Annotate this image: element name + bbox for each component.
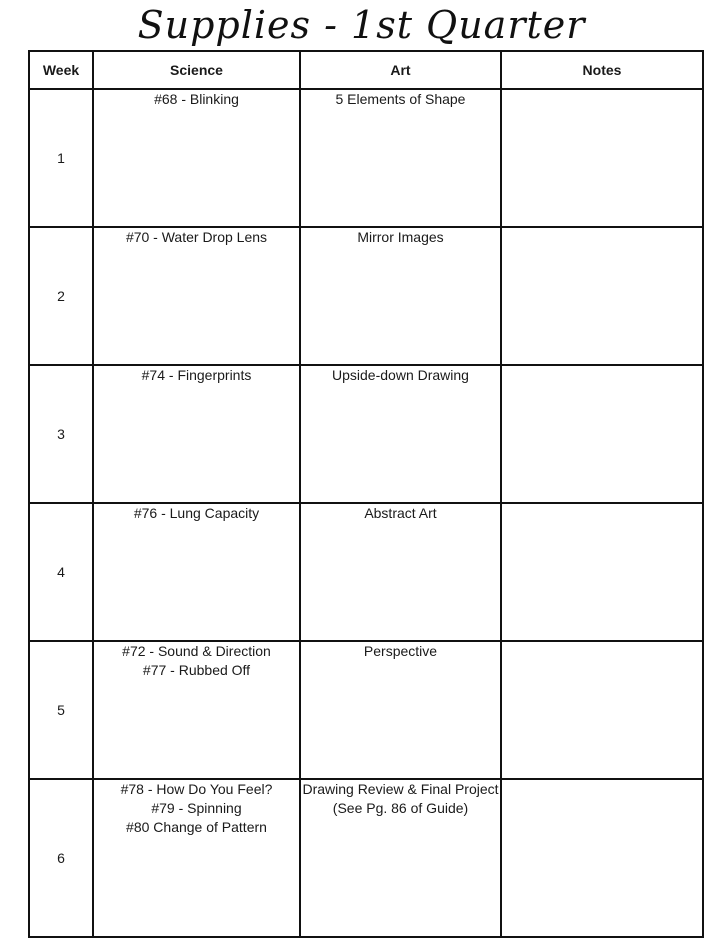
science-cell bbox=[93, 779, 300, 937]
science-item: #74 - Fingerprints bbox=[141, 367, 252, 383]
art-item: Mirror Images bbox=[357, 229, 444, 245]
supplies-table bbox=[28, 50, 704, 938]
week-number: 6 bbox=[29, 779, 93, 937]
week-number: 2 bbox=[29, 227, 93, 365]
art-item: Drawing Review & Final Project bbox=[302, 781, 499, 797]
science-item: #80 Change of Pattern bbox=[126, 819, 267, 835]
art-item: Perspective bbox=[363, 643, 438, 659]
header-science: Science bbox=[93, 51, 300, 89]
header-art: Art bbox=[300, 51, 501, 89]
art-cell bbox=[300, 779, 501, 937]
table-row bbox=[29, 503, 703, 641]
science-item: #77 - Rubbed Off bbox=[142, 662, 251, 678]
science-cell bbox=[93, 365, 300, 503]
header-week: Week bbox=[29, 51, 93, 89]
art-item: Upside-down Drawing bbox=[332, 367, 469, 383]
science-cell bbox=[93, 641, 300, 779]
week-number: 1 bbox=[29, 89, 93, 227]
week-number: 4 bbox=[29, 503, 93, 641]
table-row bbox=[29, 779, 703, 937]
science-item: #78 - How Do You Feel? bbox=[120, 781, 273, 797]
art-item: (See Pg. 86 of Guide) bbox=[332, 800, 469, 816]
science-cell bbox=[93, 227, 300, 365]
header-notes: Notes bbox=[501, 51, 703, 89]
notes-cell bbox=[501, 779, 703, 937]
week-number: 5 bbox=[29, 641, 93, 779]
table-row bbox=[29, 641, 703, 779]
science-item: #76 - Lung Capacity bbox=[133, 505, 260, 521]
table-row bbox=[29, 365, 703, 503]
table-row bbox=[29, 227, 703, 365]
art-item: 5 Elements of Shape bbox=[335, 91, 466, 107]
header-row bbox=[29, 51, 703, 89]
notes-cell bbox=[501, 641, 703, 779]
art-cell bbox=[300, 365, 501, 503]
science-item: #68 - Blinking bbox=[154, 91, 239, 107]
art-cell bbox=[300, 503, 501, 641]
notes-cell bbox=[501, 503, 703, 641]
art-cell bbox=[300, 641, 501, 779]
science-cell bbox=[93, 503, 300, 641]
week-number: 3 bbox=[29, 365, 93, 503]
science-item: #72 - Sound & Direction bbox=[122, 643, 271, 659]
science-item: #79 - Spinning bbox=[151, 800, 242, 816]
notes-cell bbox=[501, 89, 703, 227]
notes-cell bbox=[501, 227, 703, 365]
table-row bbox=[29, 89, 703, 227]
science-cell bbox=[93, 89, 300, 227]
science-item: #70 - Water Drop Lens bbox=[125, 229, 268, 245]
notes-cell bbox=[501, 365, 703, 503]
art-item: Abstract Art bbox=[364, 505, 437, 521]
art-cell bbox=[300, 227, 501, 365]
art-cell bbox=[300, 89, 501, 227]
page-title: Supplies - 1st Quarter bbox=[137, 3, 586, 47]
